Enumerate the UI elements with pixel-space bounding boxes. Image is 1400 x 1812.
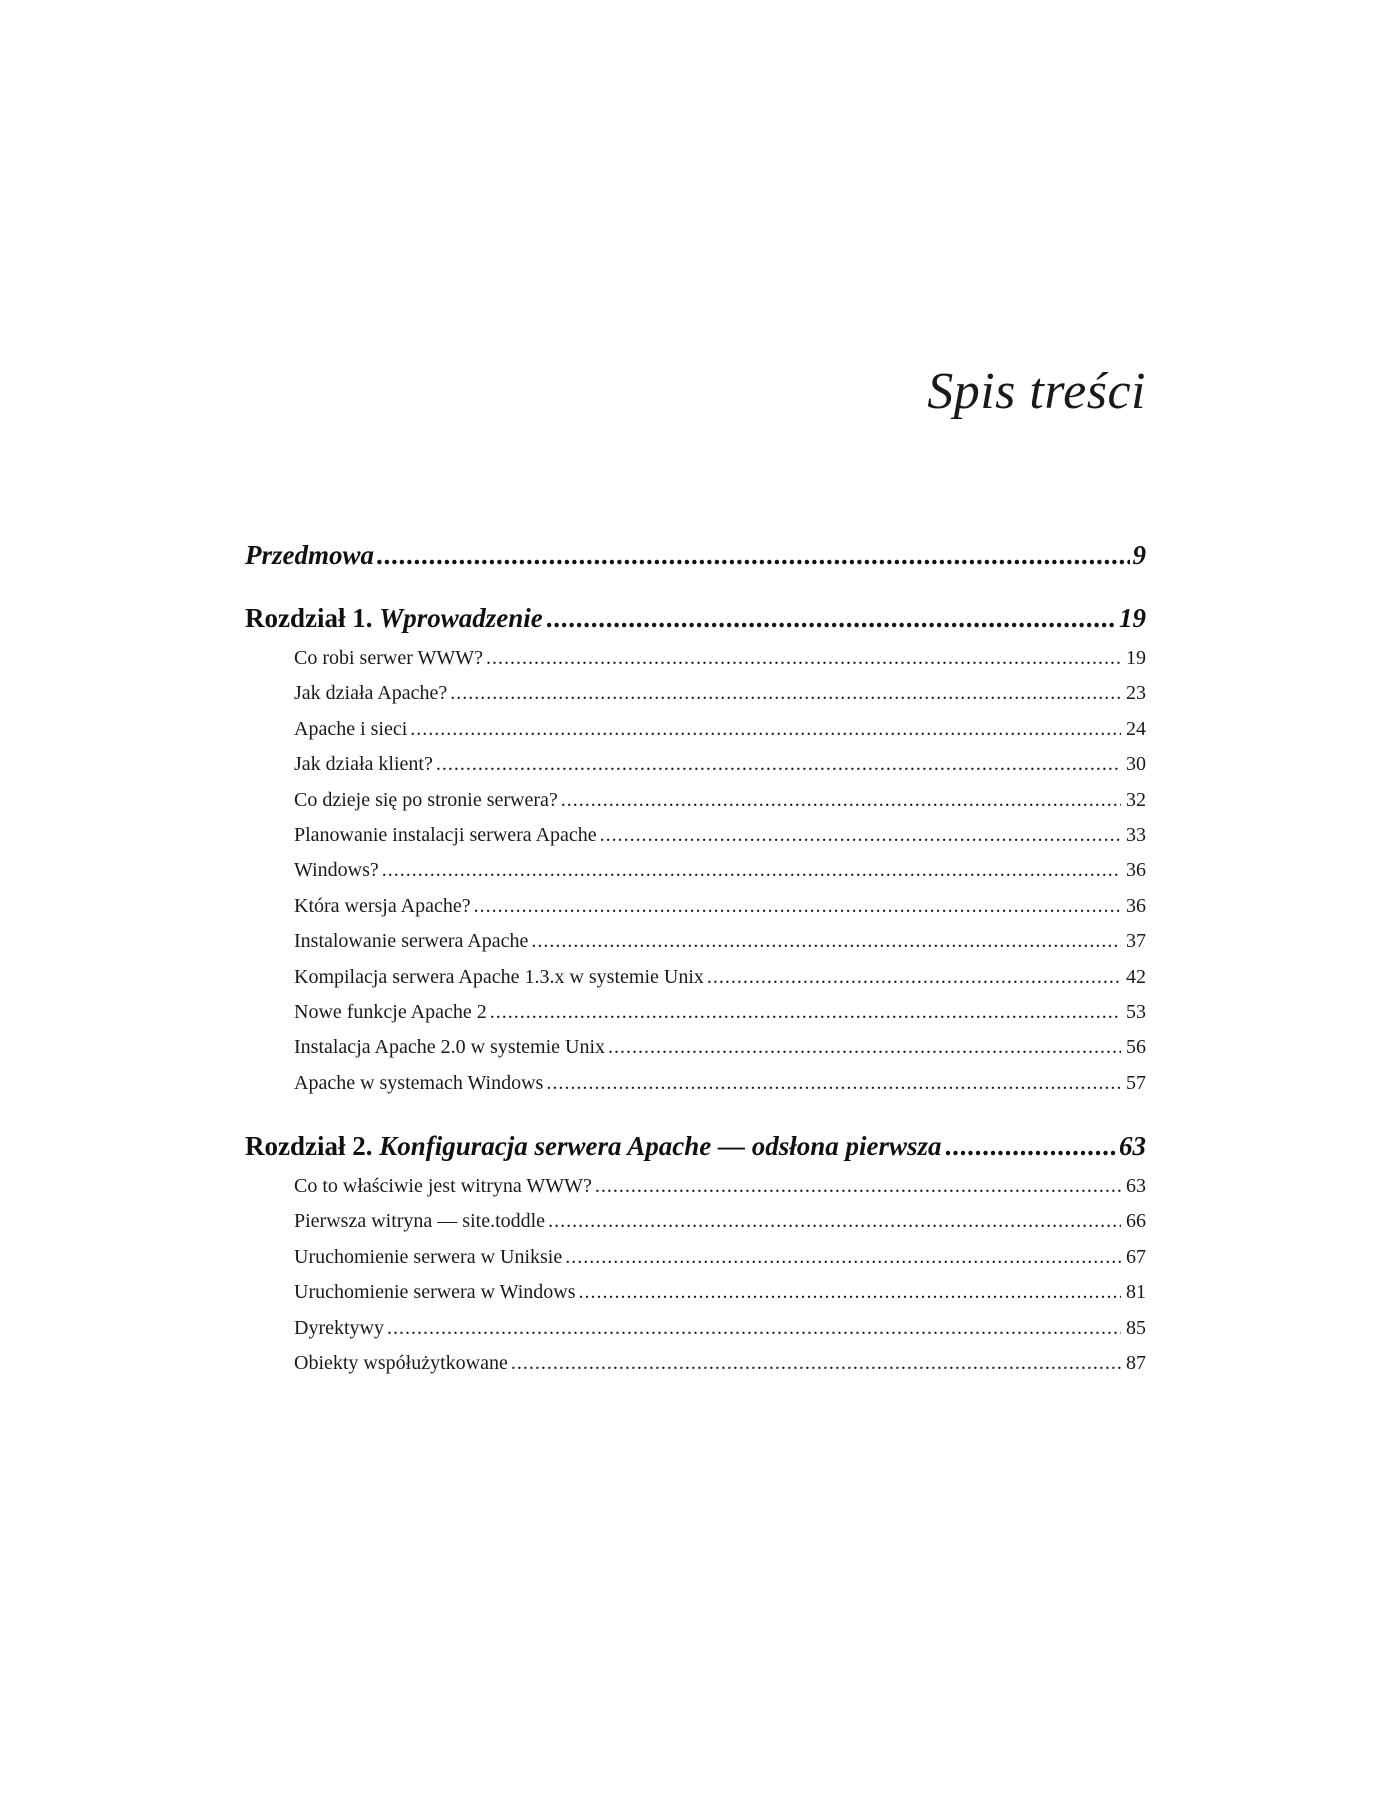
section-page: 81	[1126, 1281, 1146, 1304]
toc-section	[245, 818, 1146, 853]
section-page: 67	[1126, 1245, 1146, 1268]
section-label: Uruchomienie serwera w Uniksie	[294, 1245, 563, 1268]
toc-section	[245, 1169, 1146, 1204]
section-page: 30	[1126, 753, 1146, 776]
section-page: 57	[1126, 1071, 1146, 1094]
dot-leader	[595, 1169, 1121, 1204]
toc-section	[245, 641, 1146, 676]
section-label: Co dzieje się po stronie serwera?	[294, 788, 558, 811]
dot-leader	[546, 595, 1116, 641]
dot-leader	[945, 1123, 1116, 1169]
dot-leader	[565, 1240, 1121, 1275]
section-label: Jak działa Apache?	[294, 682, 448, 705]
toc-section	[245, 853, 1146, 888]
toc-section	[245, 1275, 1146, 1310]
toc-section	[245, 712, 1146, 747]
dot-leader	[387, 1311, 1121, 1346]
section-page: 32	[1126, 788, 1146, 811]
section-label: Uruchomienie serwera w Windows	[294, 1281, 576, 1304]
toc-section	[245, 960, 1146, 995]
dot-leader	[486, 641, 1121, 676]
section-label: Która wersja Apache?	[294, 894, 471, 917]
section-page: 56	[1126, 1036, 1146, 1059]
section-page: 24	[1126, 717, 1146, 740]
section-page: 42	[1126, 965, 1146, 988]
dot-leader	[600, 818, 1121, 853]
section-page: 19	[1126, 647, 1146, 669]
section-page: 23	[1126, 682, 1146, 705]
toc-chapter-2	[245, 1123, 1146, 1169]
table-of-contents	[245, 532, 1146, 1381]
section-page: 36	[1126, 894, 1146, 917]
toc-section	[245, 747, 1146, 782]
dot-leader	[561, 783, 1121, 818]
toc-section	[245, 924, 1146, 959]
section-label: Windows?	[294, 859, 379, 882]
toc-section	[245, 1030, 1146, 1065]
section-page: 53	[1126, 1000, 1146, 1023]
section-label: Planowanie instalacji serwera Apache	[294, 823, 597, 846]
dot-leader	[531, 924, 1121, 959]
dot-leader	[707, 960, 1121, 995]
section-label: Dyrektywy	[294, 1316, 384, 1339]
chapter-2-title: Konfiguracja serwera Apache — odsłona pierwsza	[379, 1131, 942, 1162]
section-label: Kompilacja serwera Apache 1.3.x w systemie Unix	[294, 965, 704, 988]
section-label: Co robi serwer WWW?	[294, 647, 484, 669]
dot-leader	[474, 889, 1121, 924]
toc-section	[245, 1240, 1146, 1275]
section-label: Nowe funkcje Apache 2	[294, 1000, 487, 1023]
section-page: 33	[1126, 823, 1146, 846]
dot-leader	[382, 853, 1121, 888]
section-label: Instalacja Apache 2.0 w systemie Unix	[294, 1036, 606, 1059]
dot-leader	[436, 747, 1121, 782]
chapter-2-prefix: Rozdział 2.	[245, 1131, 373, 1162]
section-page: 66	[1126, 1210, 1146, 1233]
toc-section	[245, 995, 1146, 1030]
toc-section	[245, 676, 1146, 711]
dot-leader	[546, 1066, 1121, 1101]
dot-leader	[608, 1030, 1121, 1065]
dot-leader	[490, 995, 1121, 1030]
section-label: Co to właściwie jest witryna WWW?	[294, 1175, 592, 1198]
chapter-1-page: 19	[1119, 603, 1146, 633]
preface-page: 9	[1132, 540, 1146, 570]
toc-section	[245, 1204, 1146, 1239]
chapter-1-title: Wprowadzenie	[379, 603, 543, 633]
chapter-2-label	[245, 1123, 942, 1169]
dot-leader	[410, 712, 1121, 747]
chapter-1-label	[245, 595, 543, 641]
dot-leader	[511, 1346, 1121, 1381]
chapter-1-prefix: Rozdział 1.	[245, 603, 373, 633]
toc-section	[245, 1311, 1146, 1346]
chapter-2-page: 63	[1119, 1131, 1146, 1162]
dot-leader	[377, 532, 1129, 578]
toc-section	[245, 1346, 1146, 1381]
toc-section	[245, 1066, 1146, 1101]
dot-leader	[579, 1275, 1121, 1310]
dot-leader	[450, 676, 1121, 711]
toc-section	[245, 889, 1146, 924]
section-label: Apache i sieci	[294, 717, 408, 740]
section-label: Pierwsza witryna — site.toddle	[294, 1210, 546, 1233]
section-label: Instalowanie serwera Apache	[294, 930, 529, 953]
page-title: Spis treści	[927, 363, 1146, 420]
section-page: 87	[1126, 1352, 1146, 1375]
dot-leader	[548, 1204, 1121, 1239]
toc-section	[245, 783, 1146, 818]
section-page: 36	[1126, 859, 1146, 882]
section-label: Apache w systemach Windows	[294, 1071, 544, 1094]
preface-label: Przedmowa	[245, 540, 375, 570]
section-page: 85	[1126, 1316, 1146, 1339]
section-page: 37	[1126, 930, 1146, 953]
section-page: 63	[1126, 1175, 1146, 1198]
toc-entry-preface	[245, 532, 1146, 578]
section-label: Jak działa klient?	[294, 753, 433, 776]
toc-chapter-1	[245, 595, 1146, 641]
section-label: Obiekty współużytkowane	[294, 1352, 508, 1375]
